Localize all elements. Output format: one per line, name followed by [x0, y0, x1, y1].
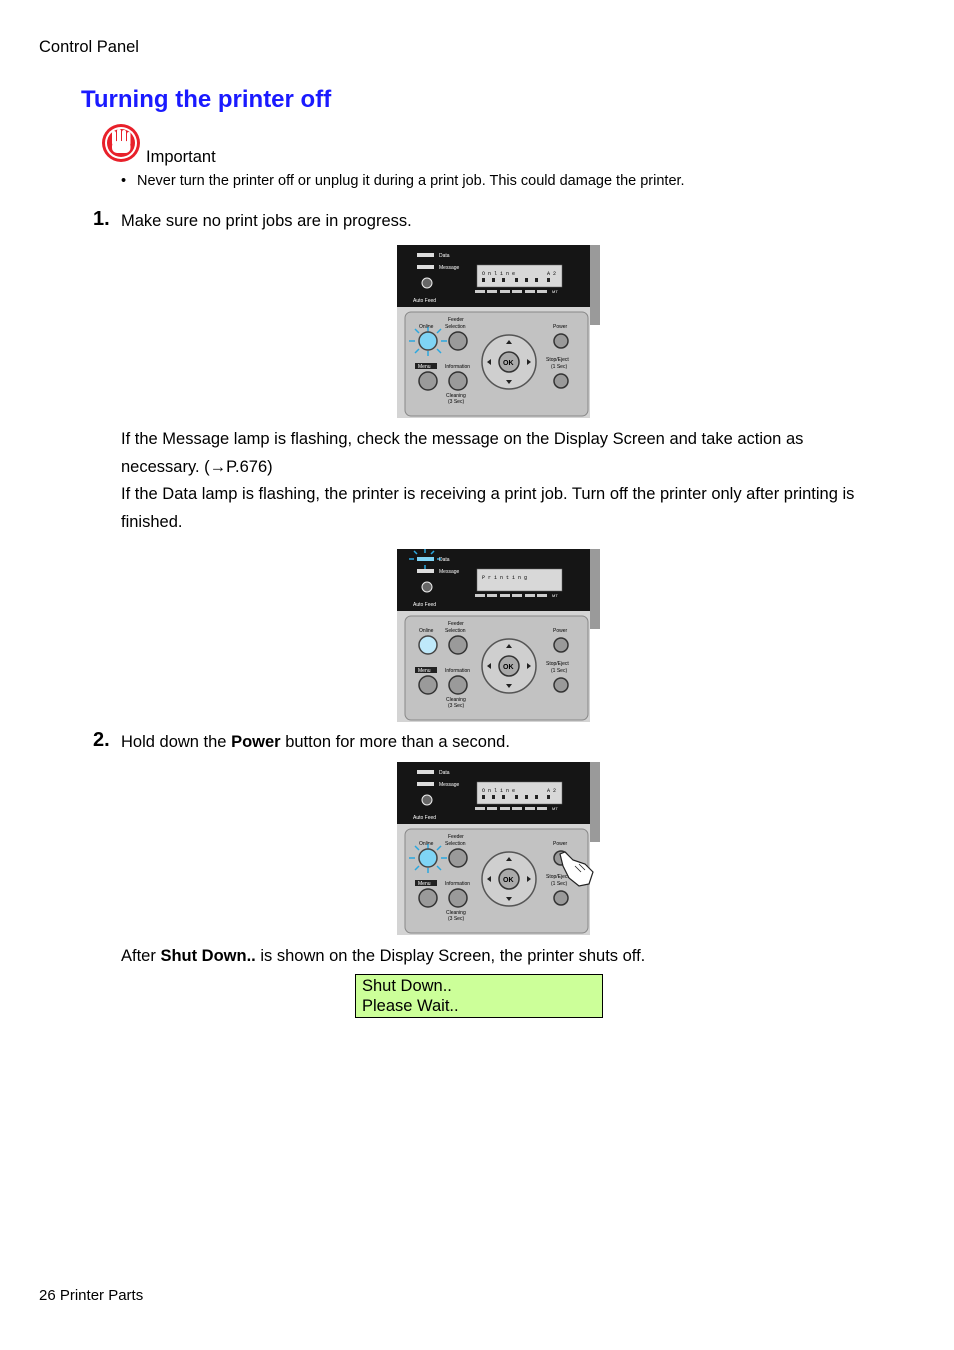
display-screen-message [355, 974, 603, 1018]
after-text-before: After [121, 947, 161, 965]
online-label: Online [419, 841, 434, 847]
stop-eject-label: Stop/Eject [546, 874, 569, 880]
bullet-dot: • [121, 173, 127, 189]
display-text: P r i n t i n g [482, 575, 528, 581]
menu-label: Menu [418, 668, 431, 674]
message-lamp-label: Message [439, 782, 460, 788]
data-lamp-label: Data [439, 557, 450, 563]
page-footer: 26 Printer Parts [39, 1287, 144, 1304]
step-2-number: 2. [93, 729, 110, 751]
page-title: Turning the printer off [81, 86, 332, 113]
menu-label: Menu [418, 881, 431, 887]
power-label: Power [553, 628, 568, 634]
lcd-line-1: Shut Down.. [362, 977, 452, 995]
cleaning-label: Cleaning [446, 910, 466, 916]
data-lamp-label: Data [439, 770, 450, 776]
cleaning-sub-label: (3 Sec) [448, 703, 465, 709]
step-2-power-bold: Power [231, 733, 281, 751]
ok-label: OK [503, 360, 514, 367]
cleaning-label: Cleaning [446, 697, 466, 703]
power-label: Power [553, 324, 568, 330]
display-text: O n l i n e [482, 271, 516, 277]
after-text-after: is shown on the Display Screen, the printer shuts off. [255, 947, 646, 965]
cleaning-sub-label: (3 Sec) [448, 399, 465, 405]
lcd-line-2: Please Wait.. [362, 997, 459, 1015]
mt-label: MT [552, 806, 558, 811]
stop-eject-label: Stop/Eject [546, 357, 569, 363]
stop-eject-sub-label: (1 Sec) [551, 881, 568, 887]
step-1-number: 1. [93, 208, 110, 230]
step-2-text [121, 733, 510, 752]
stop-eject-sub-label: (1 Sec) [551, 668, 568, 674]
message-lamp-paragraph [121, 426, 881, 536]
message-lamp-label: Message [439, 569, 460, 575]
feeder-label: Feeder [448, 317, 464, 323]
auto-feed-label: Auto Feed [413, 602, 437, 608]
information-label: Information [445, 364, 471, 370]
selection-label: Selection [445, 628, 466, 634]
important-hand-icon [100, 122, 142, 164]
step-1-text: Make sure no print jobs are in progress. [121, 212, 412, 230]
menu-label: Menu [418, 364, 431, 370]
online-label: Online [419, 324, 434, 330]
selection-label: Selection [445, 324, 466, 330]
display-right: A 2 [547, 271, 557, 277]
mt-label: MT [552, 289, 558, 294]
important-label: Important [146, 148, 216, 166]
display-right: A 2 [547, 788, 557, 794]
information-label: Information [445, 881, 471, 887]
auto-feed-label: Auto Feed [413, 815, 437, 821]
information-label: Information [445, 668, 471, 674]
control-panel-figure-printing [397, 549, 602, 722]
cleaning-sub-label: (3 Sec) [448, 916, 465, 922]
selection-label: Selection [445, 841, 466, 847]
data-lamp-label: Data [439, 253, 450, 259]
important-bullet [121, 173, 685, 189]
feeder-label: Feeder [448, 834, 464, 840]
after-shutdown-text [121, 947, 645, 966]
stop-eject-label: Stop/Eject [546, 661, 569, 667]
control-panel-figure-online [397, 245, 602, 418]
step-2-text-before: Hold down the [121, 733, 232, 751]
message-lamp-label: Message [439, 265, 460, 271]
power-label: Power [553, 841, 568, 847]
message-lamp-text: If the Message lamp is flashing, check the message on the Display Screen and take action as necessary. (→P.676) [121, 430, 804, 476]
control-panel-figure-power [397, 762, 602, 935]
stop-eject-sub-label: (1 Sec) [551, 364, 568, 370]
feeder-label: Feeder [448, 621, 464, 627]
mt-label: MT [552, 593, 558, 598]
running-header: Control Panel [39, 38, 139, 56]
important-bullet-text: Never turn the printer off or unplug it during a print job. This could damage the printer. [137, 173, 685, 189]
after-shutdown-bold: Shut Down.. [160, 947, 256, 965]
online-label: Online [419, 628, 434, 634]
step-2-text-after: button for more than a second. [280, 733, 510, 751]
display-text: O n l i n e [482, 788, 516, 794]
ok-label: OK [503, 664, 514, 671]
data-lamp-text: If the Data lamp is flashing, the printer is receiving a print job. Turn off the printer only after printing is finished. [121, 485, 855, 531]
cleaning-label: Cleaning [446, 393, 466, 399]
ok-label: OK [503, 877, 514, 884]
auto-feed-label: Auto Feed [413, 298, 437, 304]
